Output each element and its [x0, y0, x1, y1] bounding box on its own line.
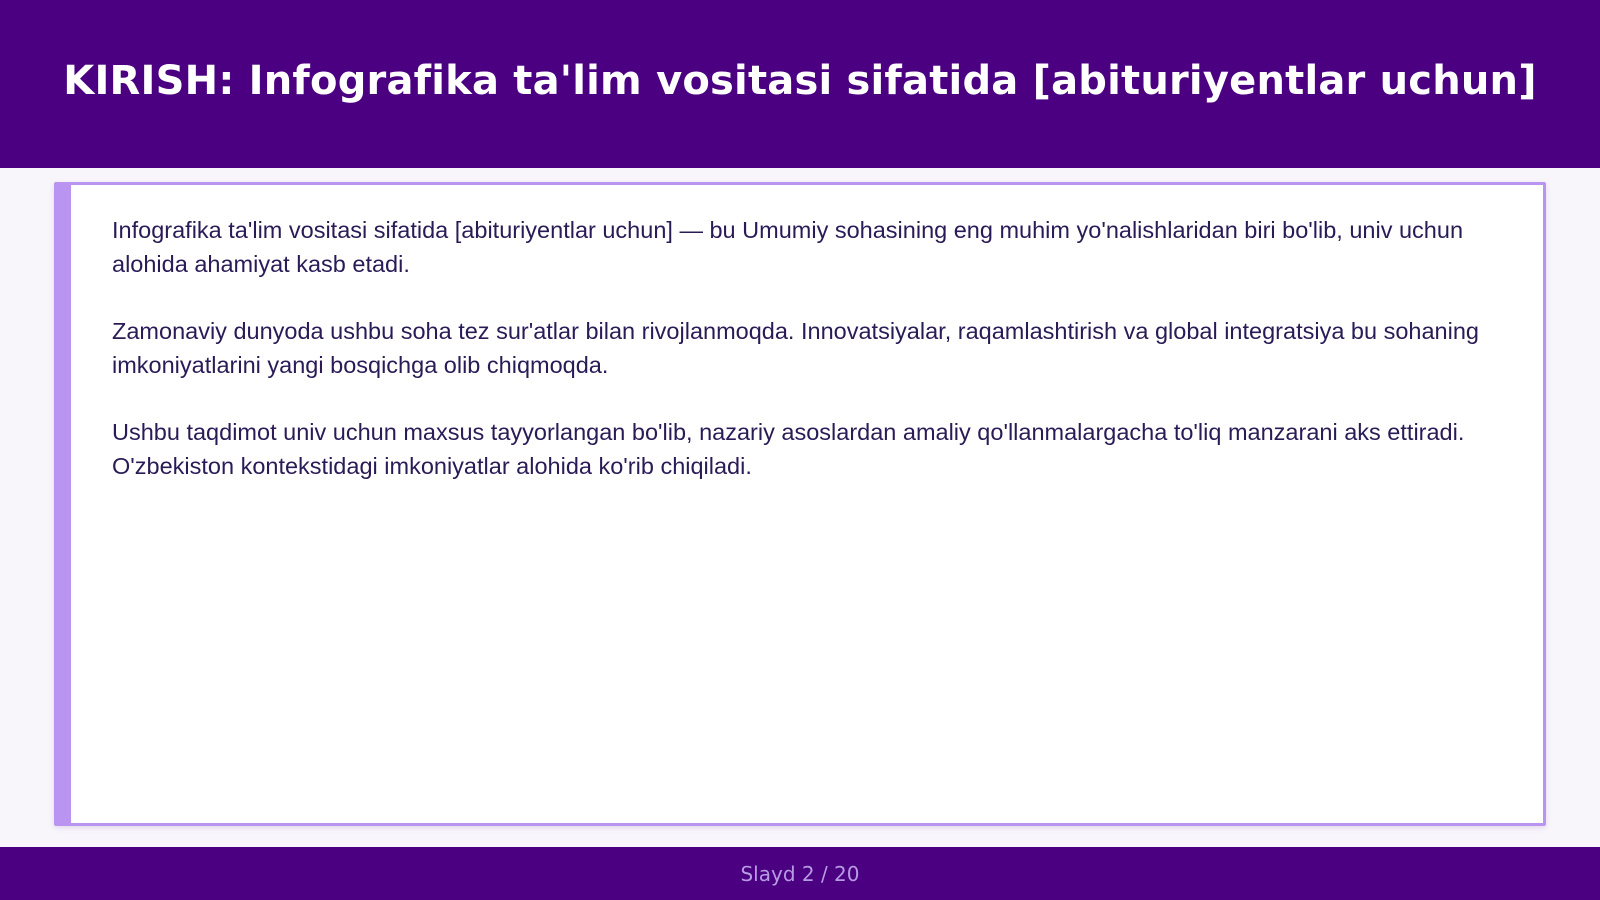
content-text: [112, 213, 1502, 516]
content-card: [54, 182, 1546, 826]
paragraph-modern-world: Zamonaviy dunyoda ushbu soha tez sur'atlar bilan rivojlanmoqda. Innovatsiyalar, raqamlashtirish va global integratsiya bu sohaning imkoniyatlarini yangi bosqichga olib chiqmoqda.: [112, 318, 1479, 378]
paragraph-introduction: Infografika ta'lim vositasi sifatida [abituriyentlar uchun] — bu Umumiy sohasining eng muhim yo'nalishlaridan biri bo'lib, univ uchun alohida ahamiyat kasb etadi.: [112, 217, 1464, 277]
slide-title: KIRISH: Infografika ta'lim vositasi sifatida [abituriyentlar uchun]: [63, 58, 1537, 104]
paragraph-presentation-purpose: Ushbu taqdimot univ uchun maxsus tayyorlangan bo'lib, nazariy asoslardan amaliy qo'llanmalargacha to'liq manzarani aks ettiradi. O'zbekiston kontekstidagi imkoniyatlar alohida ko'rib chiqiladi.: [112, 419, 1465, 479]
slide-header: [0, 0, 1600, 168]
slide-footer: [0, 847, 1600, 900]
slide-counter: Slayd 2 / 20: [740, 861, 860, 886]
